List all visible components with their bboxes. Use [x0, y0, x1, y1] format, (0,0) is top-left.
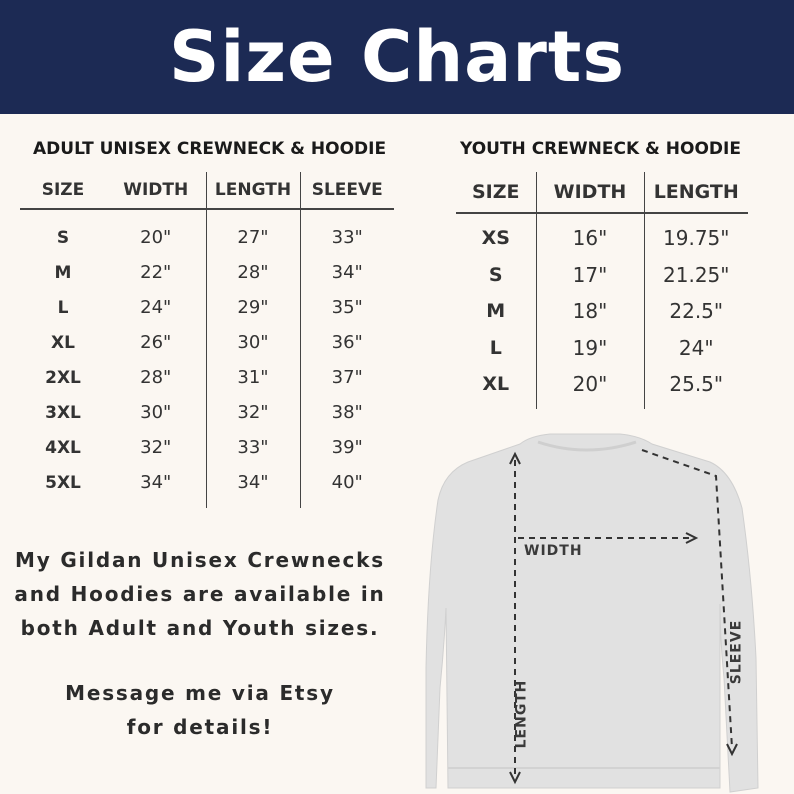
adult-header-cell: SIZE	[20, 172, 106, 209]
note-line: and Hoodies are available in	[14, 582, 386, 606]
youth-header-cell: SIZE	[456, 172, 536, 213]
adult-size-table	[20, 172, 394, 508]
size-cell: L	[489, 336, 502, 359]
measurement-cell: 37"	[300, 360, 394, 395]
table-spacer	[20, 209, 394, 220]
size-cell: XL	[51, 332, 75, 353]
table-row	[20, 255, 394, 290]
size-cell: M	[54, 262, 72, 283]
size-cell: 2XL	[45, 367, 81, 388]
table-row	[456, 366, 748, 403]
measurement-cell: 21.25"	[644, 257, 748, 294]
adult-header-cell: WIDTH	[106, 172, 206, 209]
measurement-cell: 32"	[140, 437, 172, 458]
measurement-cell: 18"	[536, 293, 644, 330]
measurement-cell: 34"	[300, 255, 394, 290]
size-cell: S	[56, 227, 70, 248]
measurement-cell: 30"	[206, 325, 300, 360]
adult-header-cell: LENGTH	[206, 172, 300, 209]
measurement-cell: 22"	[140, 262, 172, 283]
measurement-cell: 22.5"	[644, 293, 748, 330]
measurement-cell: 17"	[536, 257, 644, 294]
size-cell: XL	[482, 373, 510, 396]
table-row	[20, 290, 394, 325]
measurement-cell: 39"	[300, 430, 394, 465]
size-cell: XS	[481, 227, 510, 250]
measurement-cell: 38"	[300, 395, 394, 430]
size-cell: L	[57, 297, 69, 318]
measurement-cell: 20"	[140, 227, 172, 248]
contact-note	[0, 676, 400, 744]
measurement-cell: 19"	[536, 330, 644, 367]
note-line: Message me via Etsy	[65, 681, 335, 705]
measurement-cell: 34"	[206, 465, 300, 500]
youth-header-row	[456, 172, 748, 213]
measurement-cell: 24"	[140, 297, 172, 318]
table-row	[20, 220, 394, 255]
table-row	[20, 395, 394, 430]
youth-size-table	[456, 172, 748, 409]
youth-header-cell: WIDTH	[536, 172, 644, 213]
size-cell: 5XL	[45, 472, 81, 493]
measurement-cell: 30"	[140, 402, 172, 423]
note-line: both Adult and Youth sizes.	[20, 616, 380, 640]
measurement-cell: 36"	[300, 325, 394, 360]
measurement-cell: 31"	[206, 360, 300, 395]
width-label: WIDTH	[524, 543, 583, 559]
size-cell: 4XL	[45, 437, 81, 458]
measurement-cell: 28"	[206, 255, 300, 290]
adult-header-row	[20, 172, 394, 209]
table-row	[20, 430, 394, 465]
note-line: for details!	[126, 715, 274, 739]
youth-header-cell: LENGTH	[644, 172, 748, 213]
table-row	[456, 330, 748, 367]
measurement-cell: 25.5"	[644, 366, 748, 403]
table-row	[20, 325, 394, 360]
size-cell: M	[486, 300, 506, 323]
availability-note	[0, 543, 400, 645]
measurement-cell: 40"	[300, 465, 394, 500]
measurement-cell: 20"	[536, 366, 644, 403]
measurement-cell: 28"	[140, 367, 172, 388]
size-cell: S	[488, 263, 503, 286]
sleeve-label: SLEEVE	[728, 619, 745, 685]
measurement-cell: 34"	[140, 472, 172, 493]
note-line: My Gildan Unisex Crewnecks	[15, 548, 385, 572]
page-title: Size Charts	[168, 16, 626, 98]
size-cell: 3XL	[45, 402, 81, 423]
table-row	[456, 220, 748, 257]
table-row	[456, 293, 748, 330]
sweater-diagram	[420, 428, 794, 794]
table-spacer	[456, 213, 748, 220]
table-row	[456, 257, 748, 294]
measurement-cell: 19.75"	[644, 220, 748, 257]
length-label: LENGTH	[513, 679, 530, 749]
measurement-cell: 33"	[206, 430, 300, 465]
measurement-cell: 29"	[206, 290, 300, 325]
measurement-cell: 27"	[206, 220, 300, 255]
table-spacer	[456, 403, 748, 409]
adult-header-cell: SLEEVE	[300, 172, 394, 209]
table-row	[20, 465, 394, 500]
youth-table-title: YOUTH CREWNECK & HOODIE	[460, 139, 741, 159]
measurement-cell: 32"	[206, 395, 300, 430]
table-spacer	[20, 500, 394, 508]
table-row	[20, 360, 394, 395]
measurement-cell: 24"	[644, 330, 748, 367]
adult-table-title: ADULT UNISEX CREWNECK & HOODIE	[33, 139, 387, 159]
measurement-cell: 33"	[300, 220, 394, 255]
measurement-cell: 16"	[536, 220, 644, 257]
measurement-cell: 35"	[300, 290, 394, 325]
measurement-cell: 26"	[140, 332, 172, 353]
header-banner	[0, 0, 794, 114]
sweater-shape	[426, 434, 758, 792]
